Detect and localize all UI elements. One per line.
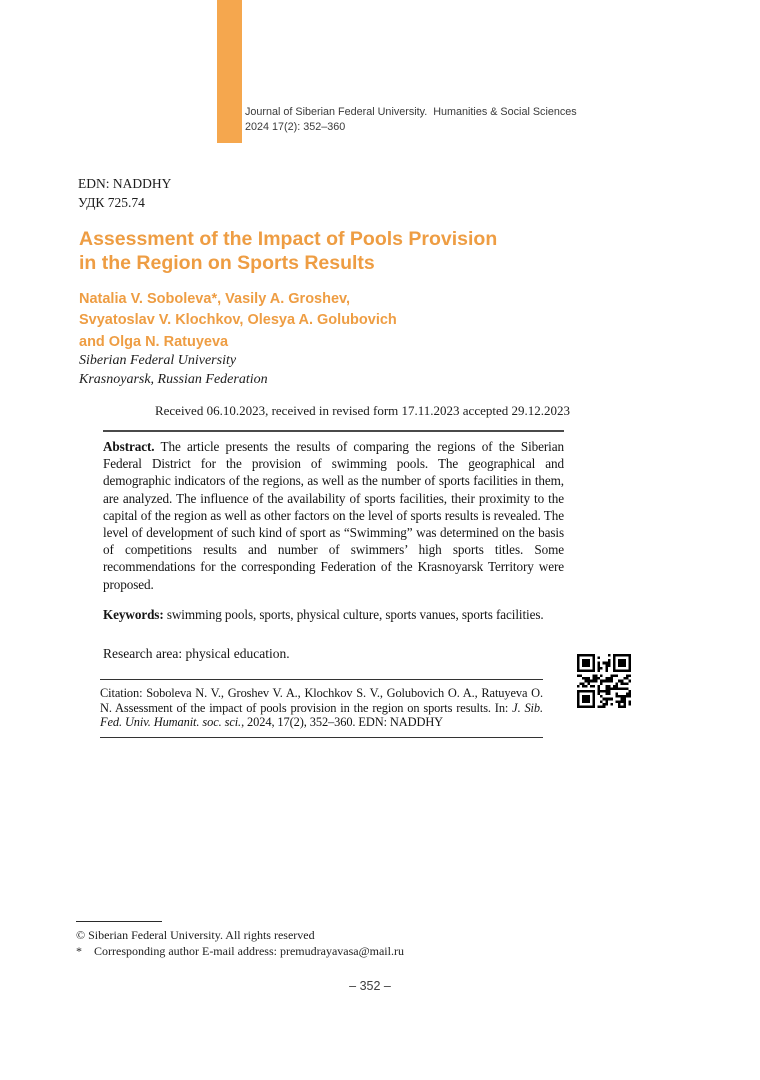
footnote-block (76, 921, 404, 959)
footnote-asterisk: * (76, 944, 82, 958)
article-title (79, 227, 497, 275)
page-number: – 352 – (349, 979, 391, 993)
journal-header (245, 105, 577, 134)
accent-bar (217, 0, 242, 143)
received-dates: Received 06.10.2023, received in revised form 17.11.2023 accepted 29.12.2023 (154, 403, 571, 418)
citation-pre: Citation: Soboleva N. V., Groshev V. A., Klochkov S. V., Golubovich O. A., Ratuyeva O. N. Assessment of the impact of pools provision in the region on sports results. In: (100, 686, 543, 715)
edn-code: EDN: NADDHY (78, 176, 172, 191)
corresponding-author-line (76, 943, 404, 959)
keywords-text: swimming pools, sports, physical culture, sports vanues, sports facilities. (163, 606, 544, 622)
abstract-paragraph (103, 438, 564, 593)
authors-line2: Svyatoslav V. Klochkov, Olesya A. Golubovich (79, 312, 397, 329)
research-area: Research area: physical education. (103, 646, 290, 662)
article-title-line1: Assessment of the Impact of Pools Provision (79, 228, 498, 250)
issue-info: 2024 17(2): 352–360 (245, 120, 346, 133)
corresponding-author-text: Corresponding author E-mail address: premudrayavasa@mail.ru (94, 944, 404, 958)
authors-line3: and Olga N. Ratuyeva (79, 333, 229, 350)
authors-block (79, 289, 397, 353)
authors-line1: Natalia V. Soboleva*, Vasily A. Groshev, (79, 291, 351, 307)
affiliation-location: Krasnoyarsk, Russian Federation (79, 372, 268, 387)
keywords-label: Keywords: (103, 606, 164, 622)
citation-post: , 2024, 17(2), 352–360. EDN: NADDHY (241, 715, 444, 730)
citation-block (100, 679, 543, 738)
qr-code (576, 654, 632, 708)
affiliation-university: Siberian Federal University (79, 353, 237, 368)
qr-code-icon (576, 654, 632, 708)
journal-name: Journal of Siberian Federal University. Humanities & Social Sciences (245, 106, 577, 118)
article-title-line2: in the Region on Sports Results (79, 252, 375, 274)
affiliation-block (79, 351, 268, 389)
abstract-section (100, 430, 564, 738)
keywords-paragraph (103, 606, 564, 623)
footnote-rule (76, 921, 162, 922)
abstract-label: Abstract. (103, 439, 155, 454)
meta-codes (78, 174, 171, 212)
copyright-line: © Siberian Federal University. All rights reserved (76, 928, 315, 942)
abstract-text: The article presents the results of comparing the regions of the Siberian Federal District for the provision of swimming pools. The geographical and demographic indicators of the regions, as well as the number of sports facilities in them, are analyzed. The influence of the availability of sports facilities, their proximity to the capital of the region as well as other factors on the level of sports results is revealed. The level of development of such kind of sport as “Swimming” was determined on the basis of competitions results and number of swimmers’ high sports titles. Some recommendations for the corresponding Federation of the Krasnoyarsk Territory were proposed. (103, 439, 564, 592)
udk-code: УДК 725.74 (78, 195, 145, 210)
citation-journal-abbrev: J. Sib. Fed. Univ. Humanit. soc. sci. (100, 700, 543, 730)
